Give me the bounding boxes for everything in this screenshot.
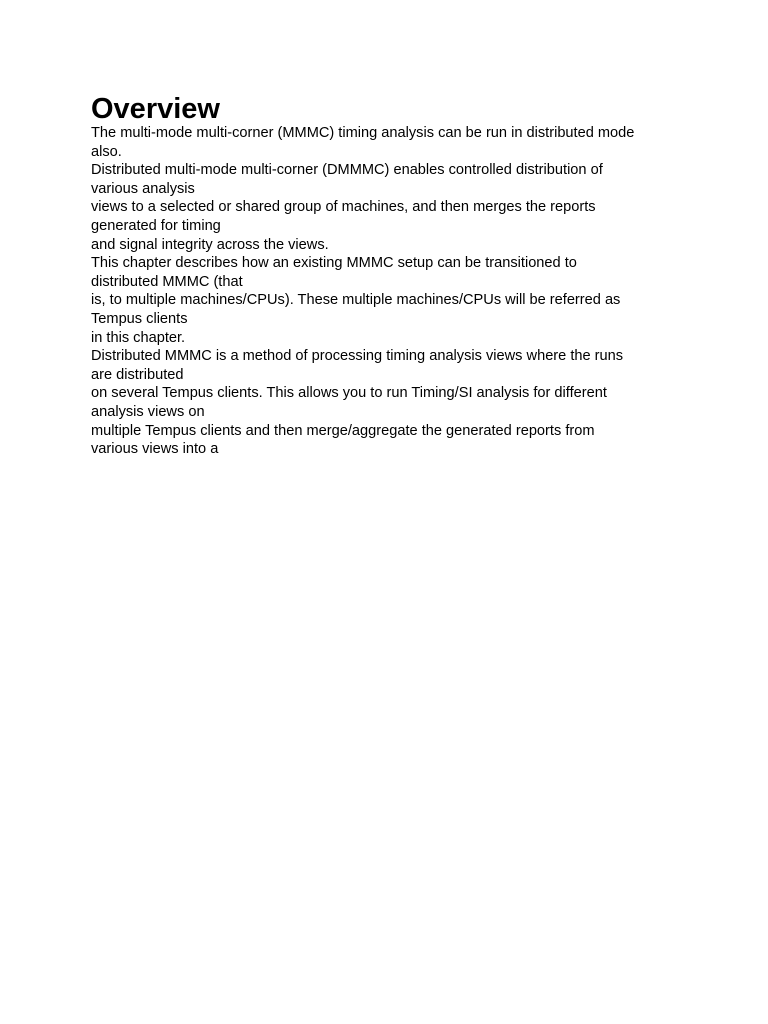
document-content bbox=[91, 90, 691, 459]
text-line: and signal integrity across the views. bbox=[91, 236, 329, 253]
text-line: Tempus clients bbox=[91, 310, 188, 327]
text-line: analysis views on bbox=[91, 403, 205, 420]
body-text bbox=[91, 124, 691, 459]
text-line: views to a selected or shared group of machines, and then merges the reports bbox=[91, 199, 596, 216]
text-line: on several Tempus clients. This allows you to run Timing/SI analysis for different bbox=[91, 385, 607, 402]
section-heading: Overview bbox=[91, 93, 220, 125]
text-line: are distributed bbox=[91, 366, 184, 383]
text-line: generated for timing bbox=[91, 217, 221, 234]
text-line: in this chapter. bbox=[91, 329, 186, 346]
text-line: Distributed multi-mode multi-corner (DMMMC) enables controlled distribution of bbox=[91, 162, 603, 179]
text-line: various views into a bbox=[91, 441, 219, 458]
text-line: Distributed MMMC is a method of processing timing analysis views where the runs bbox=[91, 348, 624, 365]
text-line: is, to multiple machines/CPUs). These multiple machines/CPUs will be referred as bbox=[91, 292, 621, 309]
text-line: also. bbox=[91, 143, 122, 160]
text-line: This chapter describes how an existing MMMC setup can be transitioned to bbox=[91, 255, 577, 272]
text-line: multiple Tempus clients and then merge/aggregate the generated reports from bbox=[91, 422, 595, 439]
text-line: distributed MMMC (that bbox=[91, 273, 243, 290]
text-line: The multi-mode multi-corner (MMMC) timing analysis can be run in distributed mode bbox=[91, 125, 635, 141]
text-line: various analysis bbox=[91, 180, 195, 197]
